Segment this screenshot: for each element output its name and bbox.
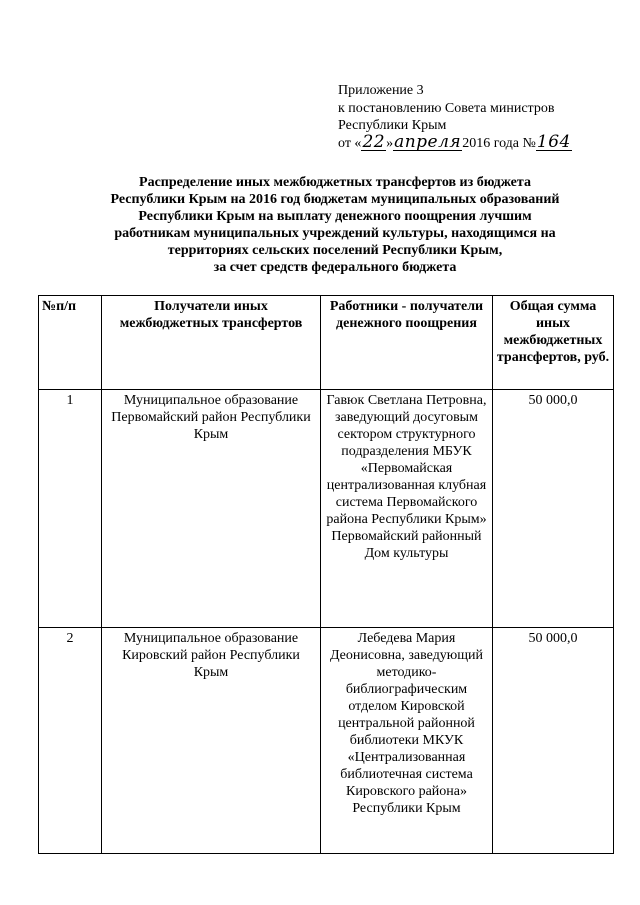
title-line: за счет средств федерального бюджета (213, 260, 457, 275)
cell-worker: Лебедева Мария Деонисовна, заведующий методико-библиографическим отделом Кировской центральной районной библиотеки МКУК «Централизованная библиотечная система Кировского района» Республики Крым (321, 627, 493, 853)
cell-recipient: Муниципальное образование Кировский район Республики Крым (102, 627, 321, 853)
table-row (39, 627, 614, 853)
handwritten-day: 22 (362, 131, 386, 152)
title-line: работникам муниципальных учреждений культуры, находящимся на (114, 226, 556, 241)
appendix-number: Приложение 3 (338, 83, 424, 98)
title-line: территориях сельских поселений Республики Крым, (167, 243, 503, 258)
cell-worker: Гавюк Светлана Петровна, заведующий досуговым сектором структурного подразделения МБУК «Первомайская централизованная клубная система Первомайского района Республики Крым» Первомайский районный Дом культуры (321, 389, 493, 627)
handwritten-decree-number: 164 (536, 131, 571, 152)
header-workers: Работники - получатели денежного поощрения (321, 296, 493, 390)
cell-number: 1 (39, 389, 102, 627)
appendix-republic: Республики Крым (338, 118, 447, 133)
cell-amount: 50 000,0 (493, 389, 614, 627)
handwritten-month: апреля (394, 131, 462, 152)
distribution-table (38, 295, 614, 854)
date-prefix: от « (338, 135, 362, 151)
header-number: №п/п (39, 296, 102, 390)
decree-date-line (338, 131, 572, 153)
cell-number: 2 (39, 627, 102, 853)
title-line: Распределение иных межбюджетных трансфертов из бюджета (139, 175, 531, 190)
title-line: Республики Крым на 2016 год бюджетам муниципальных образований (110, 192, 560, 207)
date-year-text: 2016 года № (462, 135, 536, 151)
header-recipients: Получатели иных межбюджетных трансфертов (102, 296, 321, 390)
date-mid: » (386, 135, 394, 151)
title-line: Республики Крым на выплату денежного поощрения лучшим (138, 209, 532, 224)
cell-recipient: Муниципальное образование Первомайский район Республики Крым (102, 389, 321, 627)
appendix-decree-ref: к постановлению Совета министров (338, 100, 555, 116)
appendix-block (338, 82, 572, 152)
document-title (70, 174, 600, 276)
table-row (39, 389, 614, 627)
cell-amount: 50 000,0 (493, 627, 614, 853)
header-amount: Общая сумма иных межбюджетных трансфертов, руб. (493, 296, 614, 390)
table-header-row (39, 296, 614, 390)
